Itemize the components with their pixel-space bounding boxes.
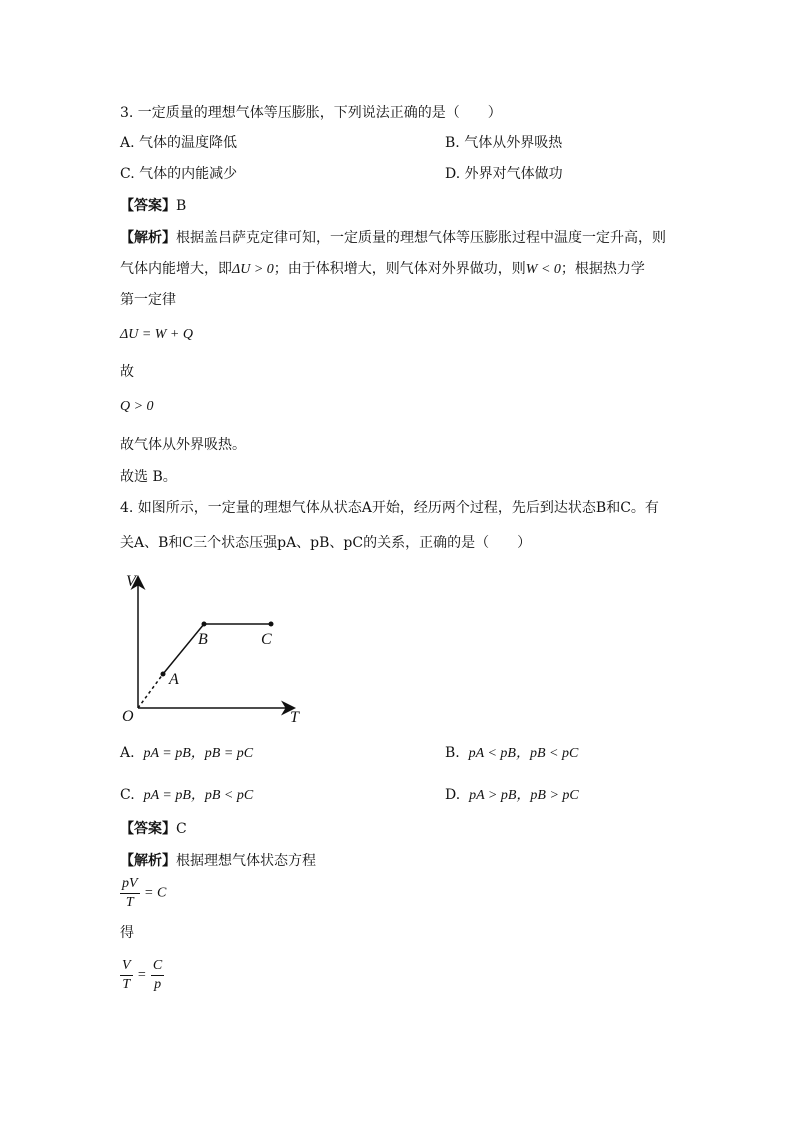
q4-equation-ratio: $\frac{V}{T}$ = $\frac{C}{p}$ [122,958,163,992]
origin-label: O [122,708,134,725]
q3-equation-q: Q > 0 [120,399,154,414]
answer-tag: 【答案】 [120,821,176,837]
q3-analysis-line-2: 气体内能增大，即ΔU > 0；由于体积增大，则气体对外界做功，则W < 0；根据热力学 [120,261,645,277]
extension-line [138,674,163,708]
analysis-tag: 【解析】 [120,230,176,246]
q3-stem: 3. 一定质量的理想气体等压膨胀，下列说法正确的是（ ） [120,105,502,121]
point-a-label: A [169,671,179,688]
x-axis-label: T [290,709,299,726]
y-axis-label: V [126,573,136,590]
q3-equation-first-law: ΔU = W + Q [120,327,193,342]
q4-de: 得 [120,925,134,941]
q4-answer [120,819,187,839]
q3-option-a[interactable]: A. 气体的温度降低 [120,135,238,151]
point-a-dot [161,672,166,677]
q3-choose: 故选 B。 [120,469,177,485]
analysis-tag: 【解析】 [120,853,176,869]
inequality-dU: ΔU > 0 [232,262,274,277]
point-c-dot [269,622,274,627]
q3-answer [120,196,186,216]
q4-stem-line-2: 关A、B和C三个状态压强pA、pB、pC的关系，正确的是（ ） [120,535,532,551]
q3-option-d[interactable]: D. 外界对气体做功 [445,166,563,182]
q3-conclusion: 故气体从外界吸热。 [120,437,246,453]
inequality-W: W < 0 [525,262,561,277]
answer-value: B [176,198,187,214]
q3-analysis-line-3: 第一定律 [120,292,176,308]
answer-tag: 【答案】 [120,198,176,214]
point-c-label: C [261,631,272,648]
point-b-dot [202,622,207,627]
q4-analysis-line-1: 【解析】根据理想气体状态方程 [120,853,316,869]
q3-gu: 故 [120,364,134,380]
q3-option-c[interactable]: C. 气体的内能减少 [120,166,238,182]
v-t-graph [115,568,315,728]
q4-option-a[interactable]: A. pA = pB，pB = pC [120,745,254,761]
answer-value: C [176,821,187,837]
q3-analysis-line-1: 【解析】根据盖吕萨克定律可知，一定质量的理想气体等压膨胀过程中温度一定升高，则 [120,230,666,246]
q4-option-b[interactable]: B. pA < pB，pB < pC [445,745,579,761]
point-b-label: B [198,631,208,648]
q4-option-c[interactable]: C. pA = pB，pB < pC [120,787,254,803]
q3-option-b[interactable]: B. 气体从外界吸热 [445,135,563,151]
q4-stem-line-1: 4. 如图所示，一定量的理想气体从状态A开始，经历两个过程，先后到达状态B和C。有 [120,500,659,516]
q4-equation-state: $\frac{pV}{T}$ = C [122,876,167,910]
q4-option-d[interactable]: D. pA > pB，pB > pC [445,787,579,803]
